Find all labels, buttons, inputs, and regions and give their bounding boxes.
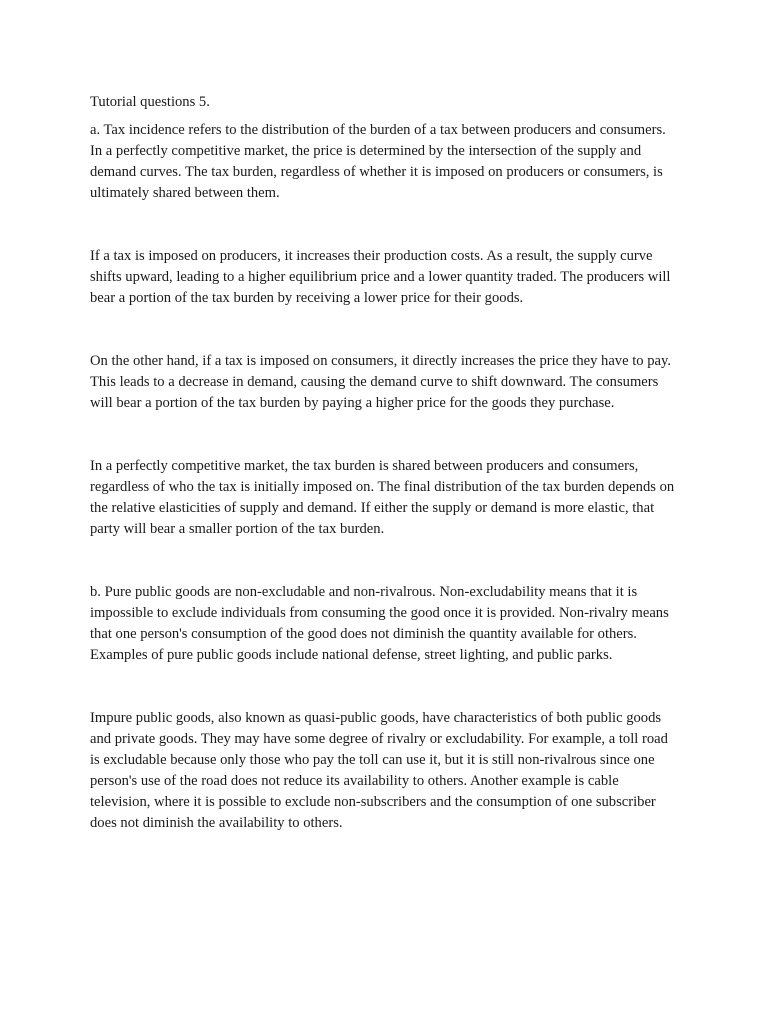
paragraph-tax-incidence: a. Tax incidence refers to the distribution of the burden of a tax between producers and consumers. In a perfectly competitive market, the price is determined by the intersection of the supply and demand curves. The tax burden, regardless of whether it is imposed on producers or consumers, is ultimately shared between them. xyxy=(90,122,666,201)
paragraph-spacer xyxy=(90,204,680,246)
paragraph-spacer xyxy=(90,540,680,582)
document-title: Tutorial questions 5. xyxy=(90,94,210,110)
document-body xyxy=(90,92,680,834)
paragraph-pure-public-goods: b. Pure public goods are non-excludable and non-rivalrous. Non-excludability means that it is impossible to exclude individuals from consuming the good once it is provided. Non-rivalry means that one person's consumption of the good does not diminish the quantity available for others. Examples of pure public goods include national defense, street lighting, and public parks. xyxy=(90,584,669,663)
paragraph-impure-public-goods: Impure public goods, also known as quasi-public goods, have characteristics of both public goods and private goods. They may have some degree of rivalry or excludability. For example, a toll road is excludable because only those who pay the toll can use it, but it is still non-rivalrous since one person's use of the road does not reduce its availability to others. Another example is cable television, where it is possible to exclude non-subscribers and the consumption of one subscriber does not diminish the availability to others. xyxy=(90,710,668,831)
paragraph-spacer xyxy=(90,666,680,708)
paragraph-tax-on-consumers: On the other hand, if a tax is imposed on consumers, it directly increases the price they have to pay. This leads to a decrease in demand, causing the demand curve to shift downward. The consumers will bear a portion of the tax burden by paying a higher price for the goods they purchase. xyxy=(90,353,672,411)
paragraph-spacer xyxy=(90,309,680,351)
paragraph-tax-on-producers: If a tax is imposed on producers, it increases their production costs. As a result, the supply curve shifts upward, leading to a higher equilibrium price and a lower quantity traded. The producers will bear a portion of the tax burden by receiving a lower price for their goods. xyxy=(90,248,671,306)
paragraph-spacer xyxy=(90,414,680,456)
paragraph-shared-burden: In a perfectly competitive market, the tax burden is shared between producers and consumers, regardless of who the tax is initially imposed on. The final distribution of the tax burden depends on the relative elasticities of supply and demand. If either the supply or demand is more elastic, that party will bear a smaller portion of the tax burden. xyxy=(90,458,675,537)
